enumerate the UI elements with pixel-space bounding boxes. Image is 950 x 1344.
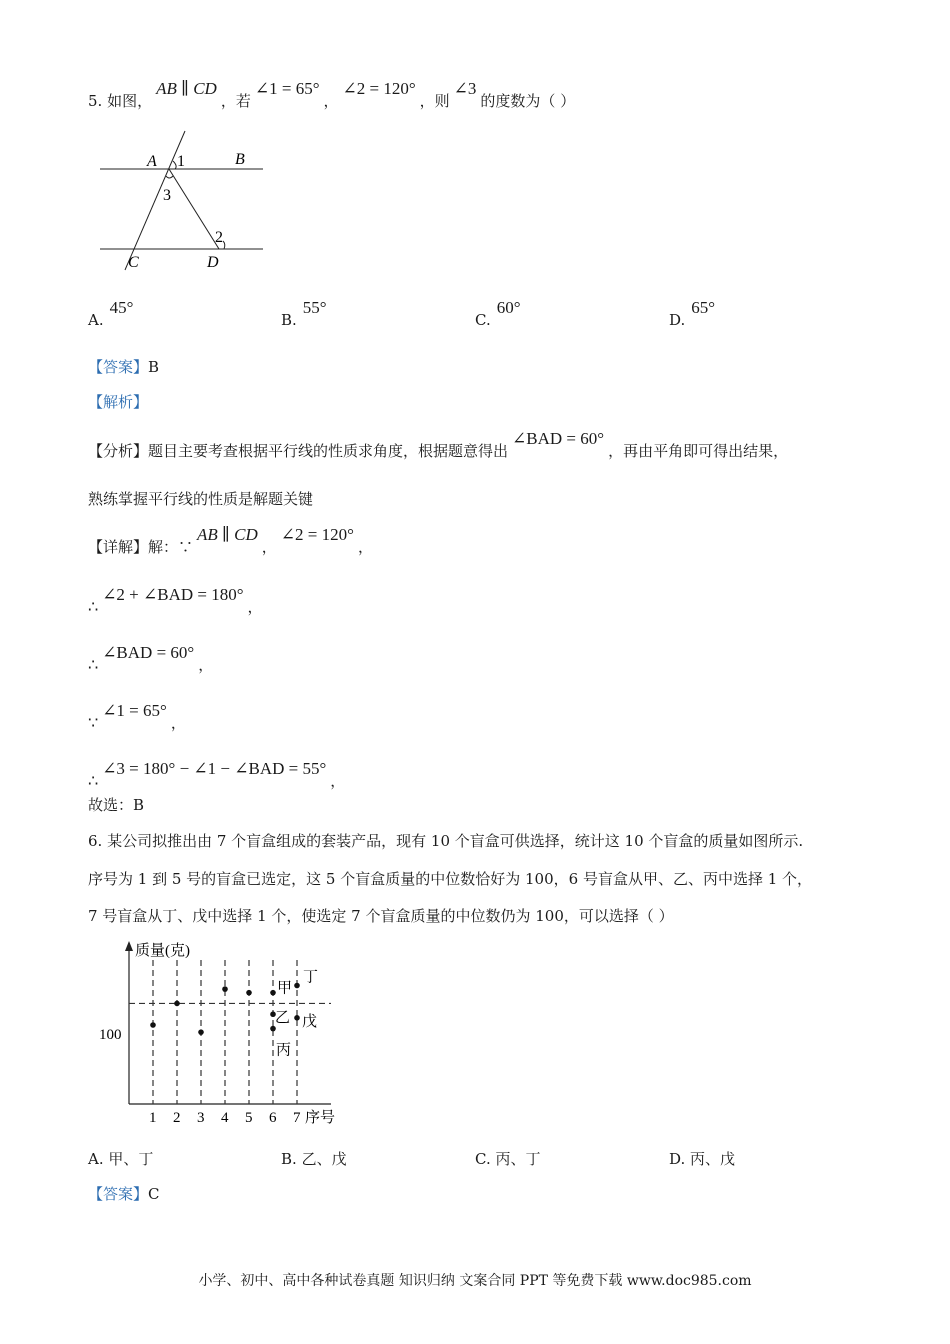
data-point [246,990,252,996]
point-label: 乙 [275,1010,291,1027]
x-tick-label: 7 [293,1110,301,1126]
q5-ruo: ，若 [220,92,251,110]
point-label: 戊 [302,1013,318,1030]
q6-option-c[interactable]: C. 丙、丁 [475,1150,541,1168]
data-point [222,986,228,992]
answer-value: B [148,358,160,376]
label-2: 2 [215,229,223,246]
data-point [150,1022,156,1028]
q5-angle3-math: ∠3 [453,79,477,98]
q5-angle1-math: ∠1 = 65° [254,79,320,98]
q6-option-b[interactable]: B. 乙、戊 [281,1150,347,1168]
q6-scatter-chart [95,938,355,1133]
q5-option-c[interactable]: C.60° [475,298,521,329]
angle2-arc [223,241,225,249]
y-axis-label: 质量(克) [135,943,190,959]
q5-prefix: 5. 如图， [88,92,153,110]
q5-option-a[interactable]: A.45° [88,298,134,329]
q5-angle2-math: ∠2 = 120° [342,79,416,98]
x-tick-label: 6 [269,1110,277,1126]
data-point [270,1026,276,1032]
label-a: A [147,153,157,170]
x-axis-label: 序号 [305,1110,336,1126]
fenxi-math: ∠BAD = 60° [512,429,605,448]
q5-ze: ，则 [419,92,450,110]
x-tick-label: 5 [245,1110,253,1126]
page-footer: 小学、初中、高中各种试卷真题 知识归纳 文案合同 PPT 等免费下载 www.doc985.com [198,1273,752,1289]
q5-geometry-figure [95,128,270,273]
q5-step-3: ∵∠1 = 65°， [88,701,186,732]
x-tick-label: 2 [173,1110,181,1126]
label-c: C [128,254,139,271]
point-label: 甲 [277,980,293,997]
ref-line-label: 100 [99,1027,122,1043]
q5-options [88,298,848,334]
q6-option-a[interactable]: A. 甲、丁 [88,1150,154,1168]
q5-suffix: 的度数为（ ） [480,92,576,110]
data-point [294,983,300,989]
q5-analysis-tag: 【解析】 [88,393,149,411]
q5-detail: 【详解】解：∵AB ∥ CD，∠2 = 120°， [88,525,373,556]
q5-step-1: ∴∠2 + ∠BAD = 180°， [88,585,263,616]
x-tick-label: 4 [221,1110,229,1126]
q6-line2: 序号为 1 到 5 号的盲盒已选定，这 5 个盲盒质量的中位数恰好为 100，6 号盲盒从甲、乙、丙中选择 1 个， [88,870,813,888]
q5-stem: 5. 如图，AB ∥ CD，若∠1 = 65°，∠2 = 120°，则∠3的度数为（ ） [88,79,576,110]
q6-option-d[interactable]: D. 丙、戊 [669,1150,736,1168]
data-point [270,990,276,996]
q5-answer [88,356,159,377]
segment-ad [169,169,219,249]
data-point [174,1001,180,1007]
data-point [294,1015,300,1021]
x-tick-label: 3 [197,1110,205,1126]
q5-fenxi: 【分析】题目主要考查根据平行线的性质求角度，根据题意得出∠BAD = 60°，再由平角即可得出结果， [88,429,789,460]
q6-options [88,1148,848,1170]
y-axis-arrow [125,941,133,951]
q5-fenxi-line2: 熟练掌握平行线的性质是解题关键 [88,490,314,508]
q6-answer: 【答案】C [88,1185,160,1203]
q5-parallel-math: AB ∥ CD [156,79,217,98]
angle1-arc [173,161,176,169]
label-b: B [235,151,245,168]
q6-line3: 7 号盲盒从丁、戊中选择 1 个，使选定 7 个盲盒质量的中位数仍为 100，可以选择（ ） [88,907,674,925]
q5-conclusion: 故选：B [88,796,145,814]
angle3-arc [166,176,173,178]
q5-step-4: ∴∠3 = 180° − ∠1 − ∠BAD = 55°， [88,759,346,790]
q5-option-d[interactable]: D.65° [669,298,716,329]
q5-option-b[interactable]: B.55° [281,298,327,329]
label-1: 1 [177,153,185,170]
x-tick-label: 1 [149,1110,157,1126]
q5-step-2: ∴∠BAD = 60°， [88,643,214,674]
point-label: 丁 [303,969,319,986]
data-point [198,1029,204,1035]
point-label: 丙 [276,1042,292,1059]
label-d: D [207,254,219,271]
label-3: 3 [163,187,171,204]
q6-line1: 6. 某公司拟推出由 7 个盲盒组成的套装产品，现有 10 个盲盒可供选择，统计这 10 个盲盒的质量如图所示. [88,832,804,850]
answer-tag: 【答案】 [88,358,149,376]
